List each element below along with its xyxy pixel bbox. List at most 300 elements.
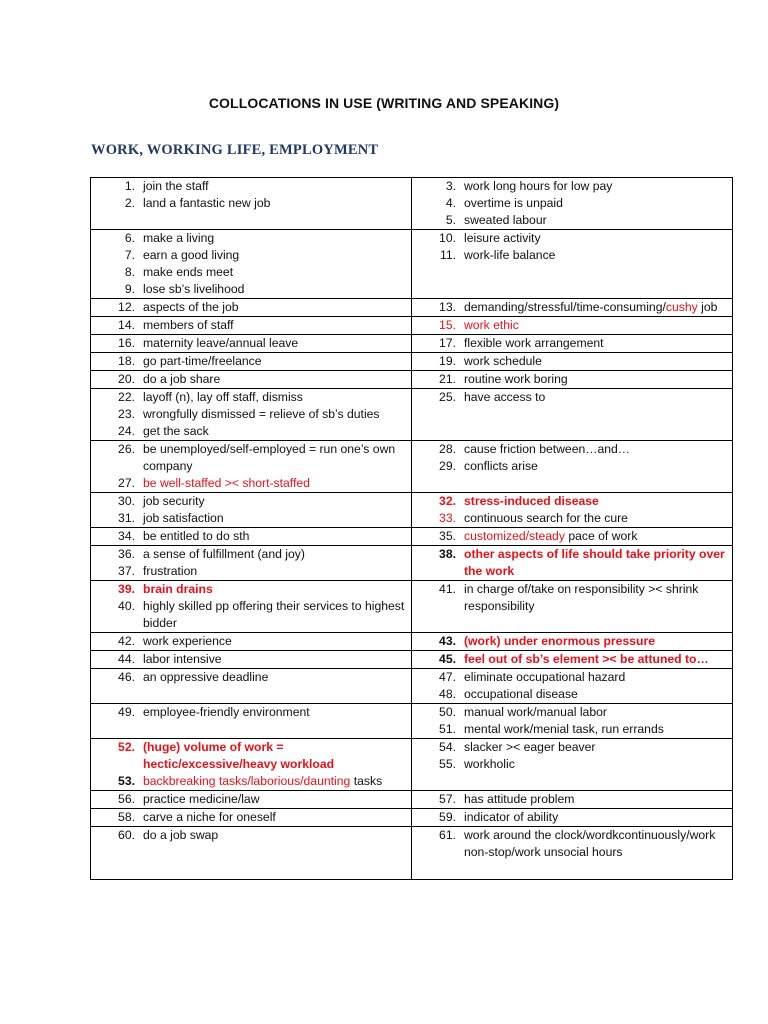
- item-text: [143, 546, 411, 563]
- item-number: 50.: [439, 705, 456, 719]
- right-cell: [412, 739, 733, 791]
- phrase: wrongfully dismissed = relieve of sb’s duties: [143, 407, 380, 421]
- phrase: stress-induced disease: [464, 494, 599, 508]
- collocation-item: [91, 669, 411, 686]
- collocation-item: [91, 406, 411, 423]
- phrase: routine work boring: [464, 372, 568, 386]
- collocation-item: [91, 389, 411, 406]
- collocation-item: [412, 669, 732, 686]
- collocation-item: [91, 317, 411, 334]
- phrase: work ethic: [464, 318, 519, 332]
- table-row: [91, 389, 733, 441]
- left-cell: [91, 178, 412, 230]
- collocation-item: [91, 335, 411, 352]
- collocation-item: [412, 212, 732, 229]
- collocation-item: [91, 739, 411, 773]
- right-cell: [412, 353, 733, 371]
- collocation-item: [412, 493, 732, 510]
- item-text: [464, 704, 732, 721]
- item-text: [143, 633, 411, 650]
- left-cell: [91, 528, 412, 546]
- collocation-item: [412, 546, 732, 580]
- item-text: [143, 791, 411, 808]
- phrase: be well-staffed >< short-staffed: [143, 476, 310, 490]
- phrase: overtime is unpaid: [464, 196, 563, 210]
- item-number: 42.: [118, 634, 135, 648]
- right-cell: [412, 546, 733, 581]
- item-text: [464, 756, 732, 773]
- item-text: [464, 441, 732, 458]
- phrase: have access to: [464, 390, 546, 404]
- item-number: 57.: [439, 792, 456, 806]
- item-text: [464, 299, 732, 316]
- table-row: [91, 704, 733, 739]
- item-text: [143, 247, 411, 264]
- collocation-item: [91, 563, 411, 580]
- collocation-item: [412, 704, 732, 721]
- item-text: [464, 317, 732, 334]
- right-cell: [412, 299, 733, 317]
- right-cell: [412, 791, 733, 809]
- right-cell: [412, 335, 733, 353]
- item-text: [143, 739, 411, 773]
- phrase: labor intensive: [143, 652, 222, 666]
- collocation-item: [412, 353, 732, 370]
- item-text: [464, 581, 732, 615]
- item-number: 18.: [118, 354, 135, 368]
- phrase: job security: [143, 494, 205, 508]
- phrase: tasks: [350, 774, 383, 788]
- highlighted-phrase: cushy: [665, 300, 698, 314]
- item-text: [143, 335, 411, 352]
- right-cell: [412, 493, 733, 528]
- item-number: 7.: [124, 248, 135, 262]
- item-text: [143, 598, 411, 632]
- collocation-item: [412, 335, 732, 352]
- collocation-item: [91, 827, 411, 844]
- phrase: be unemployed/self-employed = run one’s own company: [143, 442, 396, 473]
- item-text: [464, 546, 732, 580]
- collocation-item: [412, 389, 732, 406]
- right-cell: [412, 178, 733, 230]
- phrase: other aspects of life should take priority over the work: [464, 547, 725, 578]
- item-number: 24.: [118, 424, 135, 438]
- item-number: 43.: [439, 634, 456, 648]
- phrase: job: [697, 300, 718, 314]
- item-number: 53.: [118, 774, 135, 788]
- item-number: 1.: [124, 179, 135, 193]
- collocation-item: [91, 528, 411, 545]
- collocation-item: [412, 633, 732, 650]
- table-row: [91, 633, 733, 651]
- collocation-item: [412, 299, 732, 316]
- table-row: [91, 546, 733, 581]
- phrase: indicator of ability: [464, 810, 559, 824]
- phrase: an oppressive deadline: [143, 670, 269, 684]
- phrase: continuous search for the cure: [464, 511, 628, 525]
- left-cell: [91, 389, 412, 441]
- left-cell: [91, 827, 412, 880]
- item-text: [464, 739, 732, 756]
- item-text: [464, 247, 732, 264]
- collocation-item: [91, 546, 411, 563]
- section-heading: WORK, WORKING LIFE, EMPLOYMENT: [91, 142, 379, 158]
- collocation-item: [412, 686, 732, 703]
- item-text: [143, 299, 411, 316]
- left-cell: [91, 353, 412, 371]
- phrase: workholic: [464, 757, 515, 771]
- left-cell: [91, 371, 412, 389]
- phrase: leisure activity: [464, 231, 541, 245]
- phrase: slacker >< eager beaver: [464, 740, 596, 754]
- collocation-item: [91, 264, 411, 281]
- phrase: carve a niche for oneself: [143, 810, 276, 824]
- phrase: work schedule: [464, 354, 542, 368]
- phrase: work long hours for low pay: [464, 179, 613, 193]
- left-cell: [91, 299, 412, 317]
- collocation-item: [412, 581, 732, 615]
- table-row: [91, 230, 733, 299]
- item-text: [143, 281, 411, 298]
- collocation-item: [91, 704, 411, 721]
- collocation-item: [91, 581, 411, 598]
- item-number: 35.: [439, 529, 456, 543]
- item-number: 21.: [439, 372, 456, 386]
- phrase: occupational disease: [464, 687, 578, 701]
- table-row: [91, 809, 733, 827]
- item-number: 5.: [445, 213, 456, 227]
- item-number: 37.: [118, 564, 135, 578]
- item-number: 28.: [439, 442, 456, 456]
- right-cell: [412, 371, 733, 389]
- phrase: eliminate occupational hazard: [464, 670, 626, 684]
- phrase: cause friction between…and…: [464, 442, 630, 456]
- collocation-item: [91, 195, 411, 212]
- phrase: do a job share: [143, 372, 221, 386]
- left-cell: [91, 809, 412, 827]
- item-number: 34.: [118, 529, 135, 543]
- item-number: 38.: [439, 547, 456, 561]
- phrase: frustration: [143, 564, 198, 578]
- left-cell: [91, 493, 412, 528]
- item-text: [143, 651, 411, 668]
- phrase: work around the clock/wordkcontinuously/work non-stop/work unsocial hours: [464, 828, 716, 859]
- phrase: brain drains: [143, 582, 213, 596]
- item-number: 3.: [445, 179, 456, 193]
- phrase: be entitled to do sth: [143, 529, 250, 543]
- table-row: [91, 651, 733, 669]
- item-text: [143, 353, 411, 370]
- item-text: [143, 371, 411, 388]
- item-text: [464, 335, 732, 352]
- collocation-item: [91, 441, 411, 475]
- item-number: 20.: [118, 372, 135, 386]
- phrase: make ends meet: [143, 265, 234, 279]
- item-number: 59.: [439, 810, 456, 824]
- item-text: [143, 493, 411, 510]
- item-text: [464, 791, 732, 808]
- collocation-item: [91, 598, 411, 632]
- right-cell: [412, 704, 733, 739]
- phrase: earn a good living: [143, 248, 240, 262]
- item-text: [143, 264, 411, 281]
- item-number: 17.: [439, 336, 456, 350]
- item-text: [143, 773, 411, 790]
- item-number: 14.: [118, 318, 135, 332]
- item-number: 6.: [124, 231, 135, 245]
- left-cell: [91, 651, 412, 669]
- collocation-item: [412, 791, 732, 808]
- item-text: [464, 493, 732, 510]
- phrase: maternity leave/annual leave: [143, 336, 299, 350]
- phrase: layoff (n), lay off staff, dismiss: [143, 390, 303, 404]
- item-text: [464, 510, 732, 527]
- item-number: 9.: [124, 282, 135, 296]
- item-number: 46.: [118, 670, 135, 684]
- collocation-item: [91, 493, 411, 510]
- table-row: [91, 371, 733, 389]
- item-text: [464, 458, 732, 475]
- collocation-item: [91, 299, 411, 316]
- collocation-item: [412, 247, 732, 264]
- item-text: [464, 721, 732, 738]
- phrase: lose sb’s livelihood: [143, 282, 245, 296]
- table-row: [91, 739, 733, 791]
- item-number: 22.: [118, 390, 135, 404]
- item-number: 60.: [118, 828, 135, 842]
- collocation-item: [412, 809, 732, 826]
- item-number: 55.: [439, 757, 456, 771]
- collocation-item: [91, 475, 411, 492]
- item-text: [143, 581, 411, 598]
- item-number: 58.: [118, 810, 135, 824]
- item-text: [464, 669, 732, 686]
- right-cell: [412, 827, 733, 880]
- item-text: [143, 389, 411, 406]
- collocation-item: [91, 371, 411, 388]
- left-cell: [91, 546, 412, 581]
- left-cell: [91, 581, 412, 633]
- phrase: work-life balance: [464, 248, 556, 262]
- item-text: [464, 633, 732, 650]
- left-cell: [91, 704, 412, 739]
- item-number: 52.: [118, 740, 135, 754]
- right-cell: [412, 581, 733, 633]
- left-cell: [91, 230, 412, 299]
- item-number: 12.: [118, 300, 135, 314]
- collocation-item: [91, 353, 411, 370]
- collocations-table: [90, 177, 733, 880]
- item-text: [143, 827, 411, 844]
- phrase: make a living: [143, 231, 215, 245]
- collocation-item: [412, 528, 732, 545]
- item-number: 49.: [118, 705, 135, 719]
- collocation-item: [412, 317, 732, 334]
- item-text: [143, 423, 411, 440]
- item-number: 47.: [439, 670, 456, 684]
- phrase: feel out of sb’s element >< be attuned to…: [464, 652, 709, 666]
- highlighted-phrase: backbreaking tasks/laborious/daunting: [143, 774, 351, 788]
- right-cell: [412, 230, 733, 299]
- item-text: [464, 178, 732, 195]
- right-cell: [412, 633, 733, 651]
- table-row: [91, 353, 733, 371]
- item-text: [143, 510, 411, 527]
- item-text: [464, 230, 732, 247]
- item-number: 26.: [118, 442, 135, 456]
- collocation-item: [412, 458, 732, 475]
- phrase: pace of work: [564, 529, 638, 543]
- table-row: [91, 299, 733, 317]
- item-number: 16.: [118, 336, 135, 350]
- item-number: 19.: [439, 354, 456, 368]
- item-number: 4.: [445, 196, 456, 210]
- left-cell: [91, 441, 412, 493]
- item-number: 33.: [439, 511, 456, 525]
- item-number: 8.: [124, 265, 135, 279]
- collocation-item: [91, 510, 411, 527]
- item-text: [464, 686, 732, 703]
- collocation-item: [412, 230, 732, 247]
- left-cell: [91, 669, 412, 704]
- item-number: 31.: [118, 511, 135, 525]
- item-number: 13.: [439, 300, 456, 314]
- item-text: [464, 651, 732, 668]
- item-text: [464, 195, 732, 212]
- collocation-item: [412, 739, 732, 756]
- right-cell: [412, 528, 733, 546]
- item-text: [143, 528, 411, 545]
- left-cell: [91, 791, 412, 809]
- item-number: 56.: [118, 792, 135, 806]
- table-row: [91, 441, 733, 493]
- item-text: [464, 809, 732, 826]
- item-text: [143, 563, 411, 580]
- collocation-item: [91, 178, 411, 195]
- table-row: [91, 528, 733, 546]
- item-number: 30.: [118, 494, 135, 508]
- collocation-item: [91, 281, 411, 298]
- phrase: in charge of/take on responsibility >< shrink responsibility: [464, 582, 699, 613]
- table-row: [91, 669, 733, 704]
- phrase: sweated labour: [464, 213, 547, 227]
- item-text: [464, 389, 732, 406]
- collocation-item: [412, 441, 732, 458]
- item-text: [143, 230, 411, 247]
- phrase: demanding/stressful/time-consuming/: [464, 300, 666, 314]
- item-text: [464, 528, 732, 545]
- phrase: work experience: [143, 634, 232, 648]
- item-number: 41.: [439, 582, 456, 596]
- table-row: [91, 827, 733, 880]
- table-row: [91, 178, 733, 230]
- item-number: 61.: [439, 828, 456, 842]
- item-text: [464, 353, 732, 370]
- right-cell: [412, 317, 733, 335]
- left-cell: [91, 317, 412, 335]
- collocation-item: [412, 371, 732, 388]
- phrase: aspects of the job: [143, 300, 239, 314]
- item-number: 54.: [439, 740, 456, 754]
- item-number: 44.: [118, 652, 135, 666]
- item-text: [143, 178, 411, 195]
- item-number: 11.: [439, 248, 456, 262]
- right-cell: [412, 389, 733, 441]
- item-text: [143, 809, 411, 826]
- item-text: [143, 406, 411, 423]
- item-text: [143, 441, 411, 475]
- phrase: get the sack: [143, 424, 209, 438]
- item-number: 29.: [439, 459, 456, 473]
- collocation-item: [412, 721, 732, 738]
- collocation-item: [412, 195, 732, 212]
- item-number: 36.: [118, 547, 135, 561]
- phrase: go part-time/freelance: [143, 354, 262, 368]
- item-number: 51.: [439, 722, 456, 736]
- collocation-item: [91, 423, 411, 440]
- phrase: practice medicine/law: [143, 792, 260, 806]
- item-number: 2.: [124, 196, 135, 210]
- item-text: [464, 371, 732, 388]
- right-cell: [412, 441, 733, 493]
- item-text: [464, 827, 732, 861]
- table-row: [91, 335, 733, 353]
- item-text: [143, 704, 411, 721]
- collocation-item: [412, 756, 732, 773]
- collocation-item: [412, 510, 732, 527]
- item-number: 10.: [439, 231, 456, 245]
- phrase: members of staff: [143, 318, 234, 332]
- item-number: 32.: [439, 494, 456, 508]
- phrase: conflicts arise: [464, 459, 538, 473]
- table-row: [91, 791, 733, 809]
- phrase: join the staff: [143, 179, 209, 193]
- phrase: do a job swap: [143, 828, 219, 842]
- collocation-item: [91, 247, 411, 264]
- phrase: employee-friendly environment: [143, 705, 310, 719]
- left-cell: [91, 739, 412, 791]
- highlighted-phrase: customized/steady: [464, 529, 565, 543]
- collocation-item: [412, 827, 732, 861]
- table-row: [91, 581, 733, 633]
- phrase: has attitude problem: [464, 792, 575, 806]
- item-number: 15.: [439, 318, 456, 332]
- item-number: 39.: [118, 582, 135, 596]
- item-text: [143, 317, 411, 334]
- collocation-item: [91, 773, 411, 790]
- phrase: (work) under enormous pressure: [464, 634, 655, 648]
- phrase: job satisfaction: [143, 511, 224, 525]
- right-cell: [412, 669, 733, 704]
- item-number: 45.: [439, 652, 456, 666]
- collocation-item: [412, 178, 732, 195]
- collocation-item: [91, 651, 411, 668]
- table-row: [91, 317, 733, 335]
- item-text: [143, 669, 411, 686]
- collocation-item: [91, 791, 411, 808]
- collocation-item: [91, 809, 411, 826]
- item-number: 48.: [439, 687, 456, 701]
- item-number: 23.: [118, 407, 135, 421]
- collocation-item: [412, 651, 732, 668]
- left-cell: [91, 335, 412, 353]
- left-cell: [91, 633, 412, 651]
- item-text: [143, 475, 411, 492]
- item-number: 27.: [118, 476, 135, 490]
- phrase: flexible work arrangement: [464, 336, 604, 350]
- phrase: manual work/manual labor: [464, 705, 607, 719]
- phrase: (huge) volume of work = hectic/excessive/heavy workload: [143, 740, 335, 771]
